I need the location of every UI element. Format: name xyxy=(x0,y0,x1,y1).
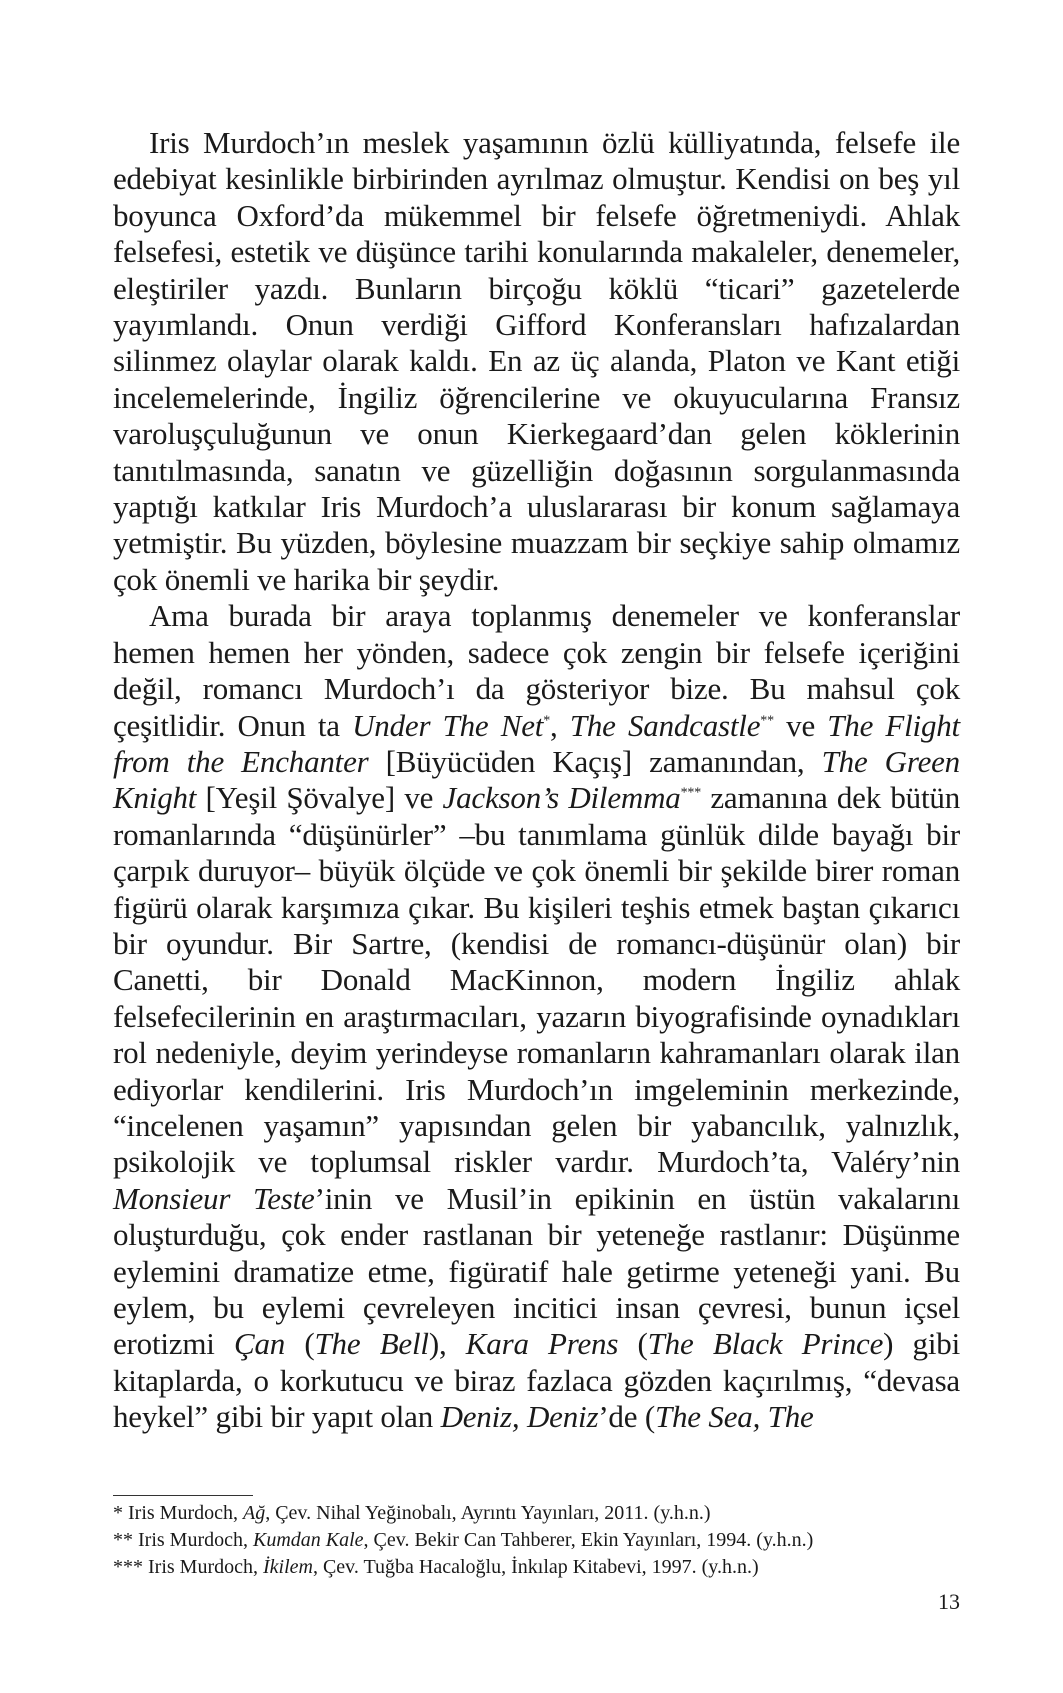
footnotes xyxy=(113,1500,960,1581)
book-title: Çan xyxy=(234,1326,286,1362)
footnote-book-title: Kumdan Kale xyxy=(252,1529,364,1551)
footnote-divider xyxy=(113,1495,253,1496)
text-run: Ama burada bir araya toplanmış denemeler ve konferanslar hemen hemen her yönden, sadece çok zengin bir felsefe içeriğini değil, romancı Murdoch’ı da gösteriyor bize. Bu mahsul çok çeşitlidir. Onun ta xyxy=(113,598,960,743)
book-title: The Sandcastle xyxy=(569,707,761,743)
footnote-text: , Çev. Tuğba Hacaloğlu, İnkılap Kitabevi, 1997. (y.h.n.) xyxy=(312,1556,759,1578)
text-run: ( xyxy=(285,1326,315,1362)
footnote-marker: * xyxy=(543,713,550,729)
text-run: ( xyxy=(618,1326,648,1362)
paragraph-1 xyxy=(113,125,960,598)
footnote-book-title: Ağ xyxy=(242,1502,266,1524)
paragraph-1-text: Iris Murdoch’ın meslek yaşamının özlü külliyatında, felsefe ile edebiyat kesinlikle birbirinden ayrılmaz olmuştur. Kendisi on beş yıl boyunca Oxford’da mükemmel bir felsefe öğretmeniydi. Ahlak felsefesi, estetik ve düşünce tarihi konularında makaleler, denemeler, eleştiriler yazdı. Bunların birçoğu köklü “ticari” gazetelerde yayımlandı. Onun verdiği Gifford Konferansları hafızalardan silinmez olaylar olarak kaldı. En az üç alanda, Platon ve Kant etiği incelemelerinde, İngiliz öğrencilerine ve okuyucularına Fransız varoluşçuluğunun ve onun Kierkegaard’dan gelen köklerinin tanıtılmasında, sanatın ve güzelliğin doğasının sorgulanmasında yaptığı katkılar Iris Murdoch’a uluslararası bir konum sağlamaya yetmiştir. Bu yüzden, böylesine muazzam bir seçkiye sahip olmamız çok önemli ve harika bir şeydir. xyxy=(113,125,960,597)
book-title: The Green Knight xyxy=(113,743,960,816)
book-title: Kara Prens xyxy=(465,1326,619,1362)
text-run: [Yeşil Şövalye] ve xyxy=(196,780,443,816)
footnote-text: *** Iris Murdoch, xyxy=(113,1556,263,1578)
text-run: ’inin ve Musil’in epikinin en üstün vakalarını oluşturduğu, çok ender rastlanan bir yeteneğe rastlanır: Düşünme eylemini dramatize etme, figüratif hale getirme yeteneği yani. Bu eylem, bu eylemi çevreleyen incitici insan çevresi, bunun içsel erotizmi xyxy=(113,1180,960,1362)
book-title: Jackson’s Dilemma xyxy=(442,780,681,816)
book-title: Monsieur Teste xyxy=(113,1180,315,1216)
footnote-text: , Çev. Nihal Yeğinobalı, Ayrıntı Yayınları, 2011. (y.h.n.) xyxy=(265,1502,711,1524)
body-text xyxy=(113,125,960,1436)
text-run: , xyxy=(550,707,570,743)
book-title: The Black Prince xyxy=(647,1326,884,1362)
footnote-marker: ** xyxy=(760,713,774,729)
book-title: The Bell xyxy=(314,1326,429,1362)
book-title: The Sea, The xyxy=(654,1399,814,1435)
footnote-2 xyxy=(113,1527,960,1554)
text-run: [Büyücüden Kaçış] zamanından, xyxy=(368,743,822,779)
text-run: ), xyxy=(428,1326,466,1362)
book-title: Under The Net xyxy=(352,707,544,743)
text-run: ’de ( xyxy=(598,1399,655,1435)
footnote-1 xyxy=(113,1500,960,1527)
text-run: ) gibi kitaplarda, o korkutucu ve biraz fazlaca gözden kaçırılmış, “devasa heykel” gibi bir yapıt olan xyxy=(113,1326,960,1435)
book-title: The Flight from the Enchanter xyxy=(113,707,960,779)
text-run: zamanına dek bütün romanlarında “düşünürler” –bu tanımlama günlük dilde bayağı bir çarpık duruyor– büyük ölçüde ve çok önemli bir şekilde birer roman figürü olarak karşımıza çıkar. Bu kişileri teşhis etmek baştan çıkarıcı bir oyundur. Bir Sartre, (kendisi de romancı-düşünür olan) bir Canetti, bir Donald MacKinnon, modern İngiliz ahlak felsefecilerinin en araştırmacıları, yazarın biyografisinde oynadıkları rol nedeniyle, deyim yerindeyse romanların kahramanları olarak ilan ediyorlar kendilerini. Iris Murdoch’ın imgeleminin merkezinde, “incelenen yaşamın” yapısından gelen bir yabancılık, yalnızlık, psikolojik ve toplumsal riskler vardır. Murdoch’ta, Valéry’nin xyxy=(113,780,960,1180)
footnote-text: ** Iris Murdoch, xyxy=(113,1529,253,1551)
page-number: 13 xyxy=(938,1589,960,1614)
paragraph-2 xyxy=(113,598,960,1435)
footnote-marker: *** xyxy=(680,785,701,801)
text-run: ve xyxy=(773,707,828,743)
footnote-text: , Çev. Bekir Can Tahberer, Ekin Yayınları, 1994. (y.h.n.) xyxy=(363,1529,814,1551)
footnote-3 xyxy=(113,1554,960,1581)
footnote-book-title: İkilem xyxy=(262,1556,313,1578)
book-title: Deniz, Deniz xyxy=(440,1399,599,1435)
footnote-text: * Iris Murdoch, xyxy=(113,1502,243,1524)
